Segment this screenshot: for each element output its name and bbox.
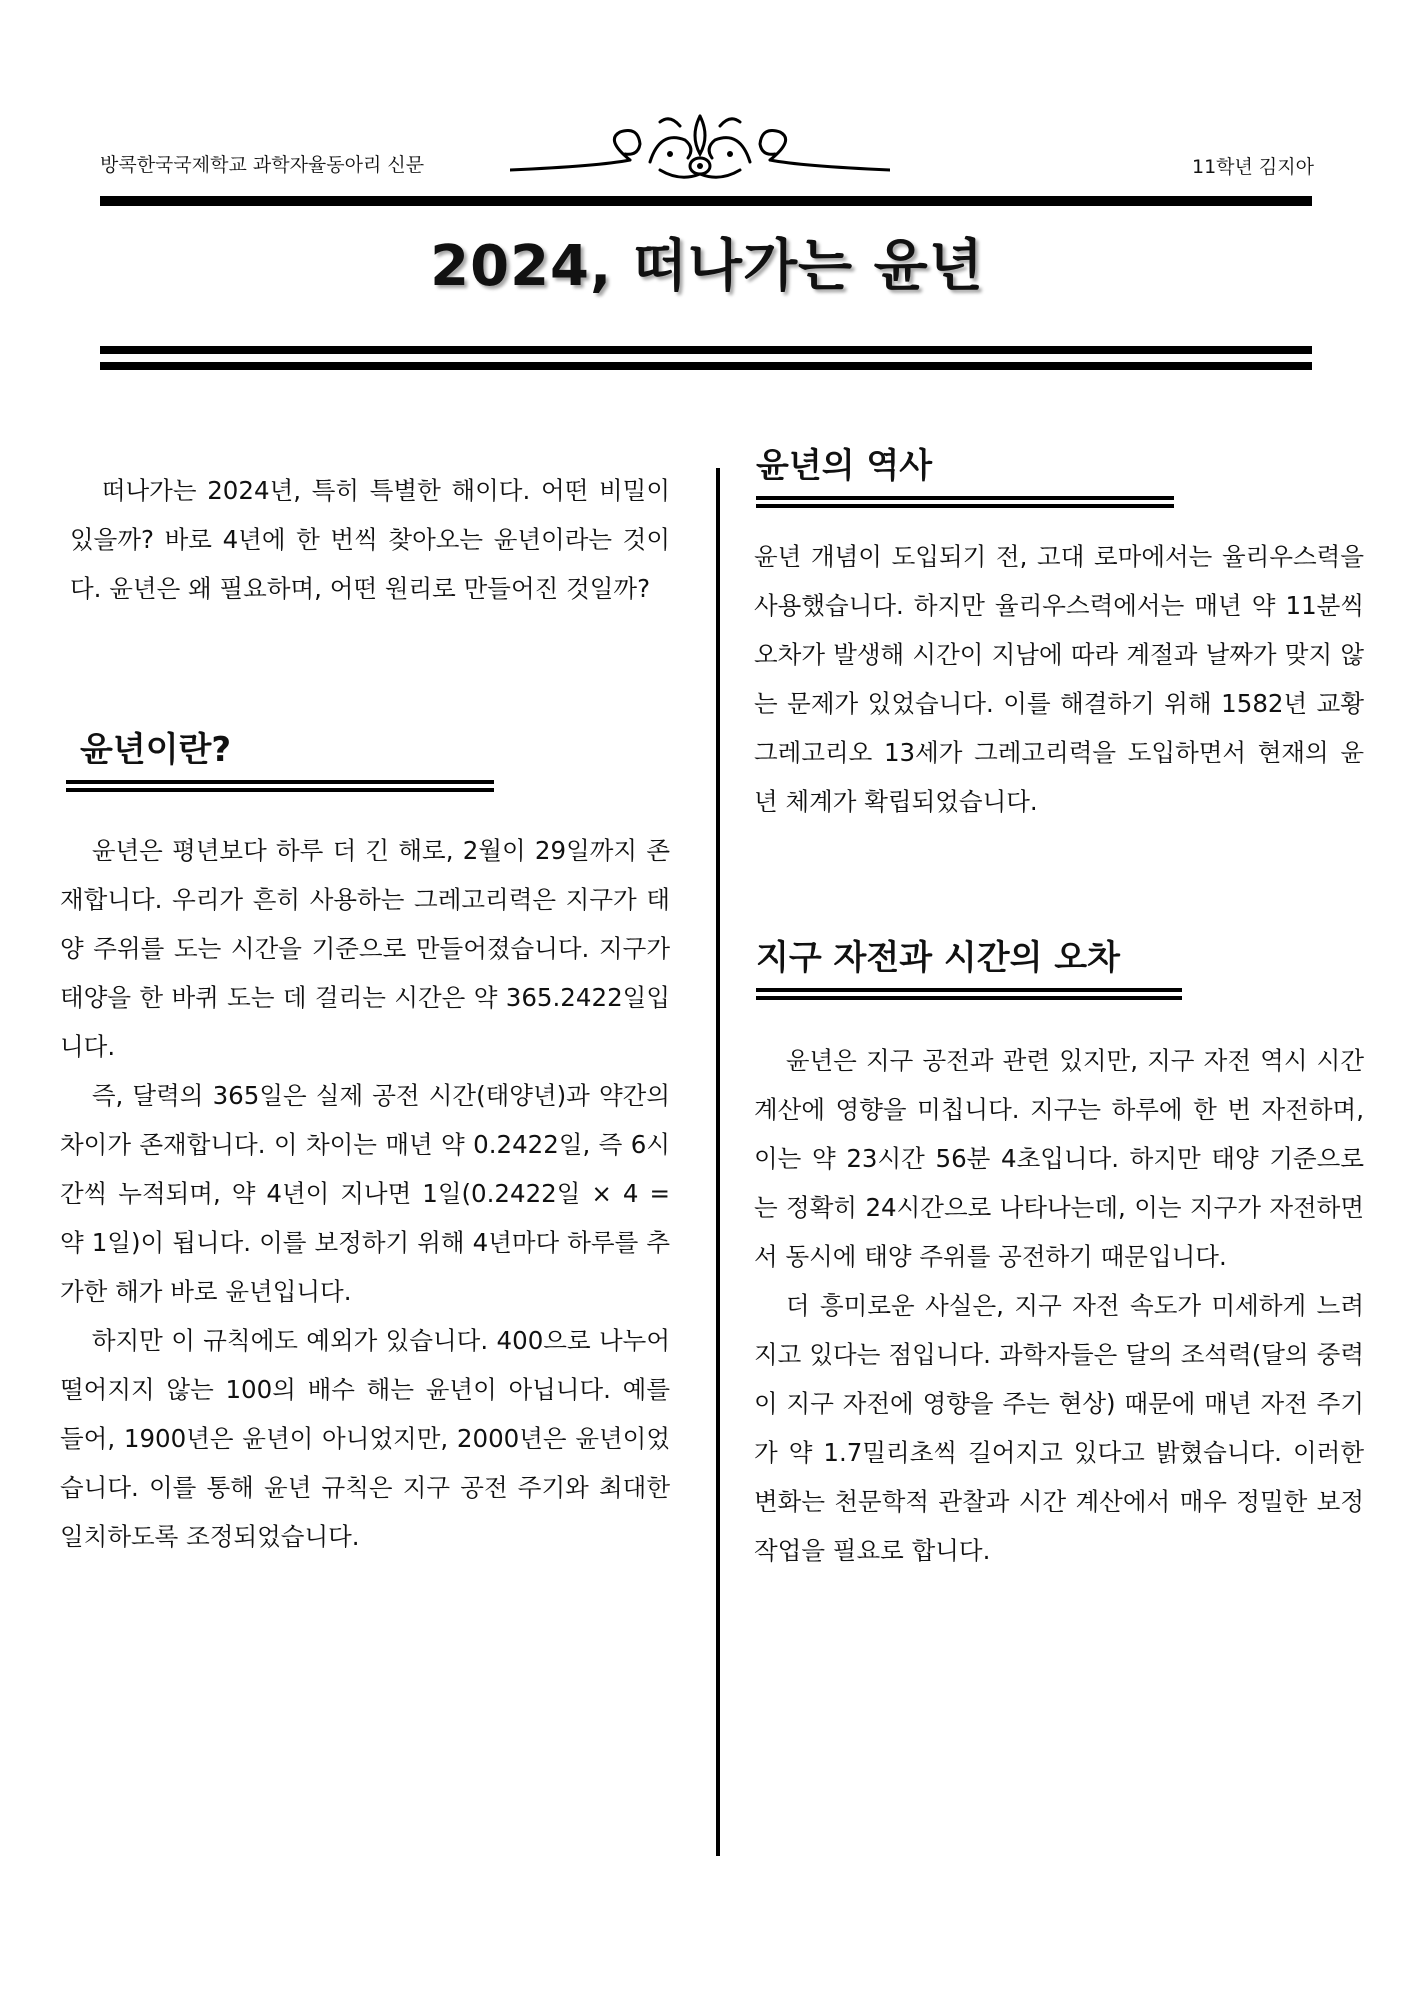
author-name: 11학년 김지아 (1192, 156, 1314, 178)
left-column (70, 466, 670, 613)
history-body (754, 532, 1364, 826)
left-column-body (60, 826, 670, 1561)
paragraph: 윤년 개념이 도입되기 전, 고대 로마에서는 율리우스력을 사용했습니다. 하지만 율리우스력에서는 매년 약 11분씩 오차가 발생해 시간이 지남에 따라 계절과 날짜가 맞지 않는 문제가 있었습니다. 이를 해결하기 위해 1582년 교황 그레고리오 13세가 그레고리력을 도입하면서 현재의 윤년 체계가 확립되었습니다. (754, 542, 1364, 816)
section-underline (756, 504, 1174, 508)
section-heading-history: 윤년의 역사 (756, 446, 933, 486)
section-underline (756, 996, 1182, 1000)
section-heading-earth-rotation: 지구 자전과 시간의 오차 (756, 938, 1120, 978)
section-underline (66, 780, 494, 784)
intro-paragraph: 떠나가는 2024년, 특히 특별한 해이다. 어떤 비밀이 있을까? 바로 4년에 한 번씩 찾아오는 윤년이라는 것이다. 윤년은 왜 필요하며, 어떤 원리로 만들어진 것일까? (70, 476, 670, 603)
publisher-name: 방콕한국국제학교 과학자율동아리 신문 (100, 154, 425, 176)
paragraph: 윤년은 평년보다 하루 더 긴 해로, 2월이 29일까지 존재합니다. 우리가 흔히 사용하는 그레고리력은 지구가 태양 주위를 도는 시간을 기준으로 만들어졌습니다. 지구가 태양을 한 바퀴 도는 데 걸리는 시간은 약 365.2422일입니다. (60, 836, 670, 1061)
page-title: 2024, 떠나가는 윤년 (430, 234, 984, 299)
decorative-ornament-icon (510, 110, 890, 190)
section-underline (756, 496, 1174, 500)
rotation-body (754, 1036, 1364, 1575)
title-rule-top (100, 346, 1312, 354)
paragraph: 하지만 이 규칙에도 예외가 있습니다. 400으로 나누어 떨어지지 않는 100의 배수 해는 윤년이 아닙니다. 예를 들어, 1900년은 윤년이 아니었지만, 2000년은 윤년이었습니다. 이를 통해 윤년 규칙은 지구 공전 주기와 최대한 일치하도록 조정되었습니다. (60, 1326, 670, 1551)
section-heading-what-is-leap-year: 윤년이란? (80, 730, 232, 770)
title-rule-bottom (100, 362, 1312, 370)
section-underline (756, 988, 1182, 992)
paragraph: 윤년은 지구 공전과 관련 있지만, 지구 자전 역시 시간 계산에 영향을 미칩니다. 지구는 하루에 한 번 자전하며, 이는 약 23시간 56분 4초입니다. 하지만 태양 기준으로는 정확히 24시간으로 나타나는데, 이는 지구가 자전하면서 동시에 태양 주위를 공전하기 때문입니다. (754, 1046, 1364, 1271)
section-underline (66, 788, 494, 792)
paragraph: 즉, 달력의 365일은 실제 공전 시간(태양년)과 약간의 차이가 존재합니다. 이 차이는 매년 약 0.2422일, 즉 6시간씩 누적되며, 약 4년이 지나면 1일(0.2422일 × 4 = 약 1일)이 됩니다. 이를 보정하기 위해 4년마다 하루를 추가한 해가 바로 윤년입니다. (60, 1081, 670, 1306)
paragraph: 더 흥미로운 사실은, 지구 자전 속도가 미세하게 느려지고 있다는 점입니다. 과학자들은 달의 조석력(달의 중력이 지구 자전에 영향을 주는 현상) 때문에 매년 자전 주기가 약 1.7밀리초씩 길어지고 있다고 밝혔습니다. 이러한 변화는 천문학적 관찰과 시간 계산에서 매우 정밀한 보정 작업을 필요로 합니다. (754, 1291, 1364, 1565)
column-divider (716, 468, 720, 1856)
masthead-rule (100, 196, 1312, 206)
